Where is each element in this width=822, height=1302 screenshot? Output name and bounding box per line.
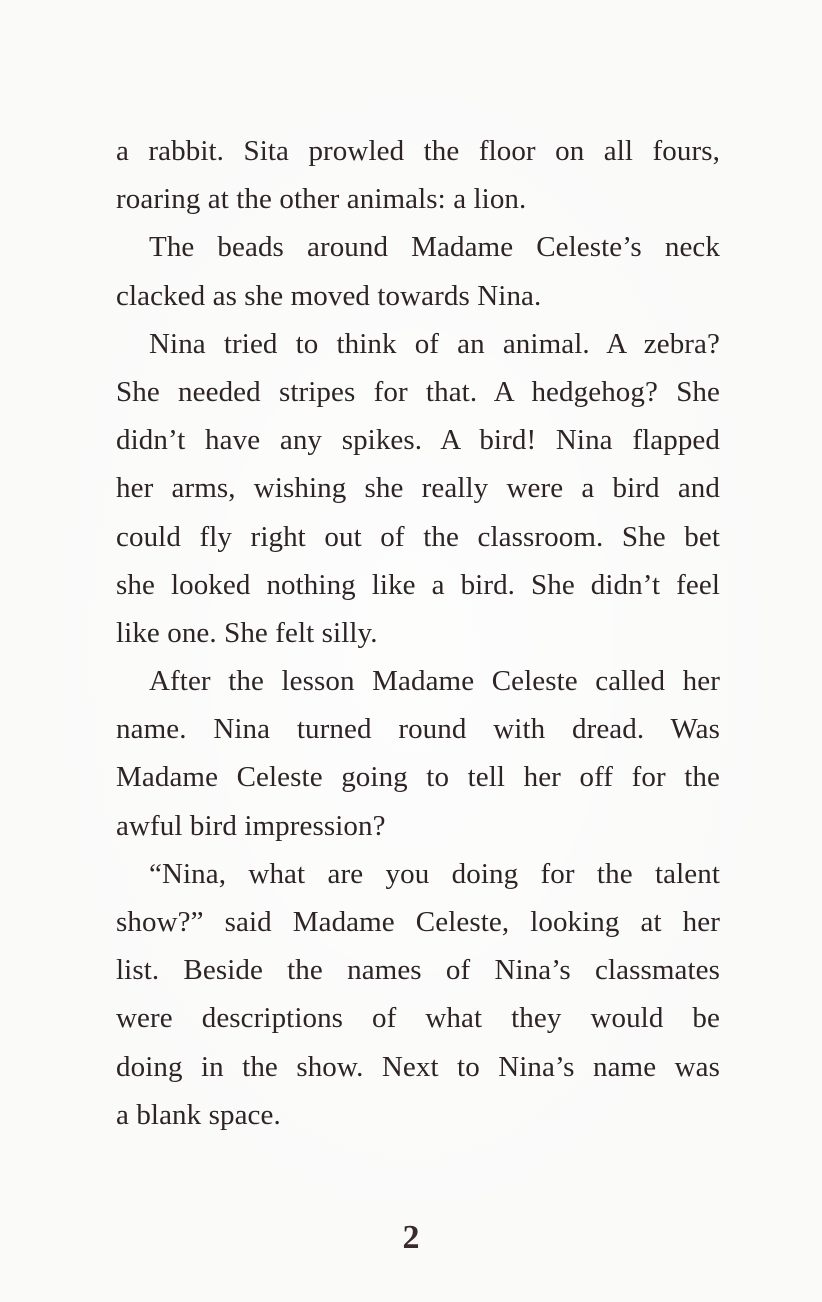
text-line: her arms, wishing she really were a bird and <box>116 472 720 505</box>
text-line: a rabbit. Sita prowled the floor on all fours, <box>116 135 720 167</box>
text-line: list. Beside the names of Nina’s classmates <box>116 954 720 987</box>
text-line: Madame Celeste going to tell her off for the <box>116 761 720 794</box>
text-line: like one. She felt silly. <box>116 616 378 649</box>
text-line: she looked nothing like a bird. She didn’t feel <box>116 568 720 601</box>
paragraph-3 <box>116 320 720 657</box>
text-line: “Nina, what are you doing for the talent <box>149 857 720 890</box>
text-line: Nina tried to think of an animal. A zebra? <box>149 327 720 360</box>
text-line: roaring at the other animals: a lion. <box>116 183 527 216</box>
paragraph-5 <box>116 850 720 1139</box>
paragraph-2 <box>116 223 720 319</box>
text-line: could fly right out of the classroom. She bet <box>116 520 720 553</box>
text-line: She needed stripes for that. A hedgehog? She <box>116 375 720 408</box>
text-line: name. Nina turned round with dread. Was <box>116 713 720 746</box>
text-line: didn’t have any spikes. A bird! Nina flapped <box>116 424 720 457</box>
text-line: doing in the show. Next to Nina’s name was <box>116 1050 720 1083</box>
text-line: show?” said Madame Celeste, looking at her <box>116 906 720 938</box>
text-line: The beads around Madame Celeste’s neck <box>149 231 720 264</box>
paragraph-1 <box>116 127 720 223</box>
text-line: clacked as she moved towards Nina. <box>116 279 542 312</box>
paragraph-4 <box>116 657 720 850</box>
page-number: 2 <box>402 1219 420 1256</box>
text-line: were descriptions of what they would be <box>116 1002 720 1035</box>
text-line: After the lesson Madame Celeste called her <box>149 665 720 698</box>
text-line: a blank space. <box>116 1098 281 1131</box>
text-line: awful bird impression? <box>116 809 386 842</box>
body-text <box>116 127 720 1139</box>
